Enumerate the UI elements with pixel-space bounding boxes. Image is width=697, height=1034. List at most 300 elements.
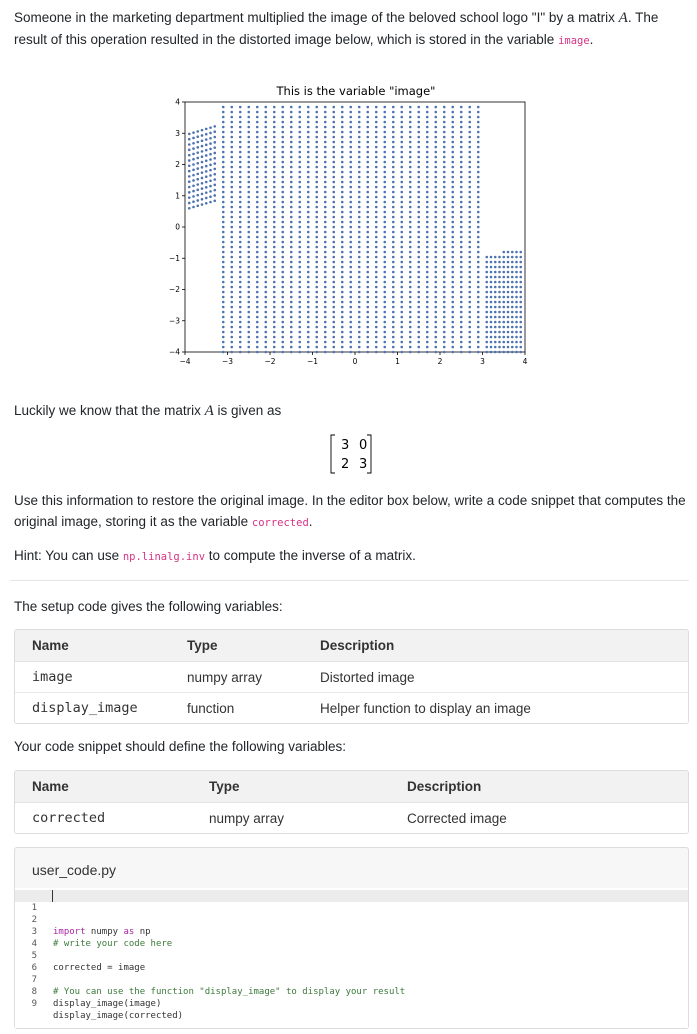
data-point (502, 271, 505, 274)
data-point (332, 176, 335, 179)
data-point (366, 321, 369, 324)
data-point (273, 111, 276, 114)
data-point (205, 202, 208, 205)
data-point (315, 321, 318, 324)
data-point (324, 141, 327, 144)
data-point (426, 296, 429, 299)
data-point (468, 156, 471, 159)
data-point (281, 306, 284, 309)
data-point (332, 261, 335, 264)
data-point (332, 336, 335, 339)
data-point (349, 311, 352, 314)
data-point (315, 141, 318, 144)
data-point (358, 146, 361, 149)
data-point (477, 281, 480, 284)
data-point (256, 236, 259, 239)
data-point (349, 231, 352, 234)
data-point (417, 176, 420, 179)
data-point (315, 136, 318, 139)
data-point (332, 236, 335, 239)
data-point (511, 341, 514, 344)
data-point (358, 346, 361, 349)
data-point (239, 256, 242, 259)
data-point (485, 316, 488, 319)
data-point (426, 141, 429, 144)
data-point (426, 261, 429, 264)
data-point (468, 316, 471, 319)
data-point (332, 111, 335, 114)
data-point (315, 121, 318, 124)
data-point (290, 336, 293, 339)
data-point (511, 336, 514, 339)
data-point (400, 196, 403, 199)
data-point (383, 231, 386, 234)
data-point (273, 106, 276, 109)
data-point (409, 126, 412, 129)
data-point (315, 231, 318, 234)
data-point (349, 286, 352, 289)
data-point (400, 166, 403, 169)
var-type: numpy array (209, 810, 285, 826)
data-point (434, 251, 437, 254)
data-point (349, 261, 352, 264)
data-point (349, 276, 352, 279)
data-point (273, 301, 276, 304)
data-point (264, 231, 267, 234)
data-point (468, 341, 471, 344)
data-point (188, 191, 191, 194)
data-point (443, 346, 446, 349)
data-point (315, 191, 318, 194)
data-point (247, 111, 250, 114)
data-point (477, 126, 480, 129)
data-point (498, 346, 501, 349)
data-point (468, 141, 471, 144)
data-point (349, 316, 352, 319)
data-point (443, 226, 446, 229)
data-point (341, 346, 344, 349)
data-point (434, 266, 437, 269)
data-point (477, 131, 480, 134)
data-point (485, 341, 488, 344)
data-point (324, 271, 327, 274)
data-point (298, 301, 301, 304)
data-point (230, 271, 233, 274)
data-point (485, 276, 488, 279)
data-point (256, 106, 259, 109)
data-point (443, 351, 446, 354)
data-point (324, 126, 327, 129)
data-point (366, 141, 369, 144)
data-point (392, 296, 395, 299)
data-point (256, 126, 259, 129)
data-point (375, 221, 378, 224)
data-point (264, 121, 267, 124)
data-point (239, 141, 242, 144)
data-point (209, 169, 212, 172)
data-point (426, 186, 429, 189)
data-point (188, 149, 191, 152)
matrix-r2c1: 2 (341, 457, 350, 472)
data-point (507, 281, 510, 284)
data-point (451, 281, 454, 284)
data-point (375, 151, 378, 154)
data-point (426, 281, 429, 284)
data-point (443, 146, 446, 149)
data-point (426, 146, 429, 149)
data-point (409, 211, 412, 214)
data-point (239, 161, 242, 164)
data-point (332, 221, 335, 224)
data-point (298, 151, 301, 154)
data-point (298, 111, 301, 114)
data-point (349, 251, 352, 254)
data-point (460, 276, 463, 279)
data-point (451, 126, 454, 129)
data-point (375, 231, 378, 234)
data-point (349, 136, 352, 139)
data-point (417, 321, 420, 324)
data-point (239, 326, 242, 329)
data-point (460, 336, 463, 339)
data-point (443, 231, 446, 234)
code-line[interactable] (15, 938, 688, 973)
data-point (222, 206, 225, 209)
data-point (307, 336, 310, 339)
data-point (349, 241, 352, 244)
data-point (392, 316, 395, 319)
data-point (358, 166, 361, 169)
data-point (460, 321, 463, 324)
data-point (366, 116, 369, 119)
data-point (196, 146, 199, 149)
data-point (332, 181, 335, 184)
data-point (468, 111, 471, 114)
data-point (434, 116, 437, 119)
data-point (324, 121, 327, 124)
data-point (256, 221, 259, 224)
data-point (290, 261, 293, 264)
data-point (256, 291, 259, 294)
var-name: image (32, 669, 73, 685)
data-point (392, 211, 395, 214)
data-point (460, 111, 463, 114)
data-point (222, 291, 225, 294)
data-point (409, 241, 412, 244)
data-point (239, 206, 242, 209)
data-point (392, 191, 395, 194)
data-point (264, 206, 267, 209)
data-point (498, 286, 501, 289)
code-line[interactable]: 1 import numpy as np (15, 890, 688, 902)
data-point (264, 351, 267, 354)
data-point (515, 351, 518, 354)
data-point (230, 216, 233, 219)
data-point (477, 151, 480, 154)
data-point (434, 191, 437, 194)
data-point (230, 171, 233, 174)
data-point (460, 201, 463, 204)
data-point (409, 246, 412, 249)
data-point (222, 151, 225, 154)
data-point (222, 156, 225, 159)
data-point (383, 326, 386, 329)
data-point (307, 116, 310, 119)
data-point (434, 321, 437, 324)
data-point (298, 241, 301, 244)
data-point (332, 256, 335, 259)
data-point (281, 266, 284, 269)
data-point (507, 271, 510, 274)
data-point (341, 221, 344, 224)
data-point (256, 156, 259, 159)
data-point (239, 316, 242, 319)
data-point (222, 311, 225, 314)
data-point (264, 291, 267, 294)
data-point (341, 136, 344, 139)
data-point (451, 341, 454, 344)
data-point (434, 261, 437, 264)
data-point (434, 226, 437, 229)
data-point (477, 136, 480, 139)
data-point (400, 206, 403, 209)
data-point (247, 256, 250, 259)
data-point (256, 176, 259, 179)
data-point (417, 146, 420, 149)
data-point (290, 191, 293, 194)
data-point (256, 256, 259, 259)
data-point (315, 326, 318, 329)
data-point (485, 326, 488, 329)
data-point (451, 301, 454, 304)
data-point (409, 281, 412, 284)
data-point (443, 151, 446, 154)
data-point (451, 271, 454, 274)
data-point (222, 271, 225, 274)
data-point (375, 291, 378, 294)
data-point (490, 261, 493, 264)
data-point (341, 156, 344, 159)
code-line[interactable] (15, 962, 688, 997)
data-point (460, 326, 463, 329)
data-point (400, 316, 403, 319)
data-point (256, 231, 259, 234)
data-point (451, 346, 454, 349)
data-point (298, 221, 301, 224)
data-point (494, 261, 497, 264)
data-point (307, 136, 310, 139)
data-point (298, 171, 301, 174)
data-point (264, 151, 267, 154)
header-description: Description (320, 638, 395, 653)
data-point (298, 331, 301, 334)
data-point (477, 261, 480, 264)
data-point (264, 331, 267, 334)
data-point (519, 291, 522, 294)
x-tick-label: 1 (395, 357, 400, 366)
data-point (358, 196, 361, 199)
data-point (515, 346, 518, 349)
data-point (507, 306, 510, 309)
data-point (281, 336, 284, 339)
data-point (451, 201, 454, 204)
data-point (358, 311, 361, 314)
data-point (451, 181, 454, 184)
data-point (332, 136, 335, 139)
data-point (273, 221, 276, 224)
data-point (460, 266, 463, 269)
data-point (332, 161, 335, 164)
data-point (511, 291, 514, 294)
data-point (349, 351, 352, 354)
data-point (383, 321, 386, 324)
data-point (451, 311, 454, 314)
data-point (307, 341, 310, 344)
data-point (417, 281, 420, 284)
data-point (209, 148, 212, 151)
data-point (400, 326, 403, 329)
data-point (366, 346, 369, 349)
data-point (307, 176, 310, 179)
data-point (315, 241, 318, 244)
x-tick-label: 0 (352, 357, 358, 366)
data-point (298, 261, 301, 264)
data-point (451, 286, 454, 289)
data-point (490, 351, 493, 354)
data-point (264, 311, 267, 314)
data-point (281, 116, 284, 119)
data-point (358, 241, 361, 244)
data-point (477, 271, 480, 274)
code-editor-panel (14, 847, 689, 1029)
data-point (298, 166, 301, 169)
data-point (400, 231, 403, 234)
data-point (400, 291, 403, 294)
data-point (315, 111, 318, 114)
data-point (494, 311, 497, 314)
data-point (477, 181, 480, 184)
data-point (230, 106, 233, 109)
data-point (477, 266, 480, 269)
data-point (383, 281, 386, 284)
data-point (205, 175, 208, 178)
data-point (264, 271, 267, 274)
data-point (383, 346, 386, 349)
hint-paragraph: Hint: You can use np.linalg.inv to compute the inverse of a matrix. (14, 548, 416, 563)
data-point (409, 136, 412, 139)
data-point (400, 341, 403, 344)
data-point (383, 316, 386, 319)
data-point (281, 351, 284, 354)
data-point (256, 181, 259, 184)
data-point (426, 351, 429, 354)
data-point (239, 221, 242, 224)
data-point (519, 286, 522, 289)
data-point (451, 116, 454, 119)
data-point (366, 286, 369, 289)
data-point (490, 271, 493, 274)
data-point (281, 171, 284, 174)
data-point (409, 266, 412, 269)
data-point (256, 166, 259, 169)
data-point (332, 116, 335, 119)
data-point (443, 276, 446, 279)
data-point (400, 131, 403, 134)
x-tick-label: 4 (522, 357, 528, 366)
data-point (443, 246, 446, 249)
data-point (392, 281, 395, 284)
data-point (298, 226, 301, 229)
data-point (201, 150, 204, 153)
data-point (383, 331, 386, 334)
data-point (307, 261, 310, 264)
data-point (426, 271, 429, 274)
data-point (451, 316, 454, 319)
data-point (341, 226, 344, 229)
data-point (426, 166, 429, 169)
data-point (256, 246, 259, 249)
data-point (290, 296, 293, 299)
data-point (443, 156, 446, 159)
data-point (409, 151, 412, 154)
divider (10, 580, 689, 581)
data-point (196, 135, 199, 138)
data-point (490, 306, 493, 309)
data-point (477, 301, 480, 304)
code-editor[interactable] (15, 888, 688, 1028)
data-point (375, 346, 378, 349)
data-point (392, 311, 395, 314)
data-point (281, 301, 284, 304)
data-point (247, 266, 250, 269)
data-point (264, 211, 267, 214)
data-point (434, 311, 437, 314)
data-point (383, 211, 386, 214)
data-point (417, 346, 420, 349)
data-point (358, 326, 361, 329)
data-point (485, 321, 488, 324)
data-point (426, 256, 429, 259)
data-point (434, 326, 437, 329)
data-point (324, 321, 327, 324)
line-number: 1 (31, 903, 37, 913)
data-point (247, 311, 250, 314)
data-point (324, 291, 327, 294)
data-point (307, 266, 310, 269)
data-point (434, 171, 437, 174)
data-point (485, 346, 488, 349)
data-point (451, 326, 454, 329)
data-point (358, 331, 361, 334)
data-point (332, 316, 335, 319)
data-point (341, 216, 344, 219)
data-point (434, 271, 437, 274)
data-point (324, 261, 327, 264)
data-point (460, 146, 463, 149)
data-point (392, 346, 395, 349)
data-point (426, 341, 429, 344)
data-point (375, 211, 378, 214)
data-point (205, 144, 208, 147)
data-point (230, 311, 233, 314)
data-point (375, 336, 378, 339)
data-point (468, 196, 471, 199)
data-point (213, 184, 216, 187)
data-point (264, 321, 267, 324)
data-point (511, 301, 514, 304)
data-point (417, 206, 420, 209)
data-point (511, 331, 514, 334)
